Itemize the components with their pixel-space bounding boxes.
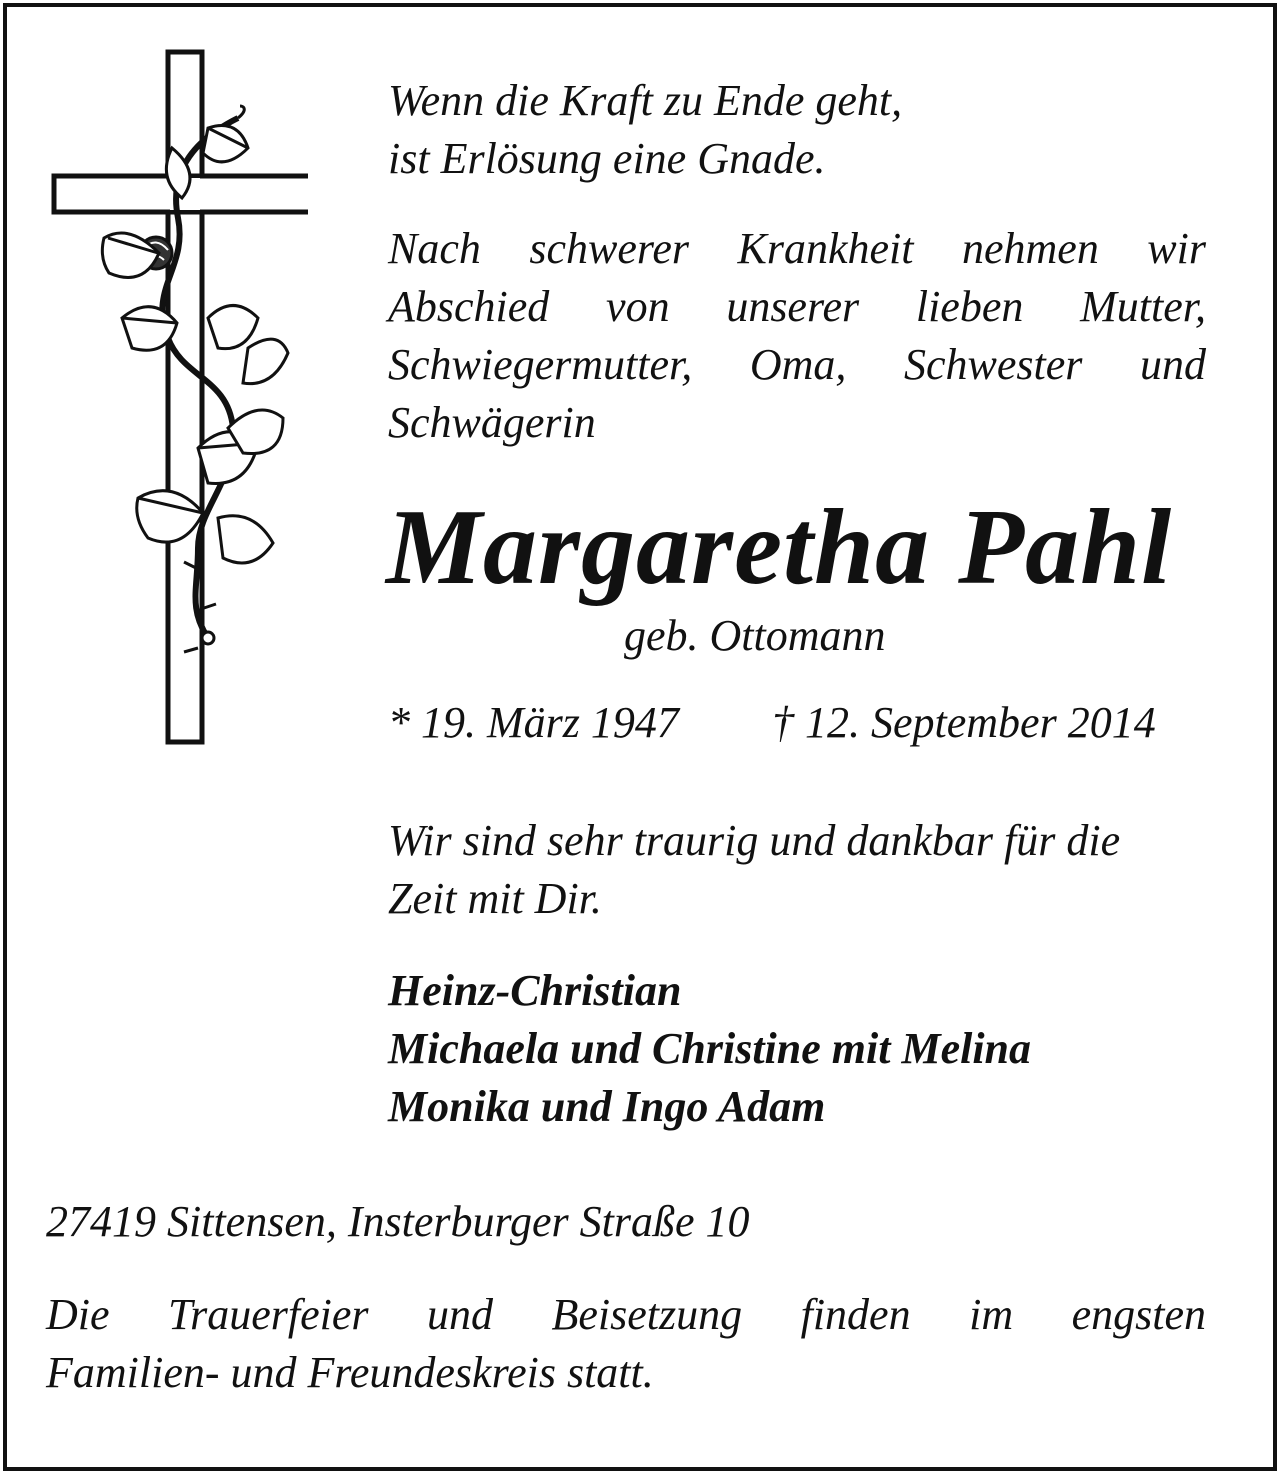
- maiden-name: geb. Ottomann: [624, 611, 886, 660]
- deceased-name: Margaretha Pahl: [386, 488, 1173, 607]
- motto-line-2: ist Erlösung eine Gnade.: [388, 134, 826, 183]
- cross-with-rose-icon: [48, 48, 308, 748]
- intro-line-4: Schwägerin: [388, 398, 596, 447]
- closing-line-2: Zeit mit Dir.: [388, 874, 602, 923]
- death-date: † 12. September 2014: [772, 698, 1156, 747]
- intro-line-2: Abschied von unserer lieben Mutter,: [388, 282, 1206, 331]
- motto-line-1: Wenn die Kraft zu Ende geht,: [388, 76, 903, 125]
- intro-line-3: Schwiegermutter, Oma, Schwester und: [388, 340, 1206, 389]
- closing-line-1: Wir sind sehr traurig und dankbar für die: [388, 816, 1121, 865]
- mourner-1: Heinz-Christian: [388, 966, 682, 1015]
- funeral-note-line-1: Die Trauerfeier und Beisetzung finden im engsten: [46, 1290, 1206, 1339]
- intro-line-1: Nach schwerer Krankheit nehmen wir: [388, 224, 1206, 273]
- mourner-3: Monika und Ingo Adam: [388, 1082, 826, 1131]
- address: 27419 Sittensen, Insterburger Straße 10: [46, 1197, 750, 1246]
- birth-date: * 19. März 1947: [388, 698, 679, 747]
- funeral-note-line-2: Familien- und Freundeskreis statt.: [46, 1348, 654, 1397]
- mourner-2: Michaela und Christine mit Melina: [388, 1024, 1032, 1073]
